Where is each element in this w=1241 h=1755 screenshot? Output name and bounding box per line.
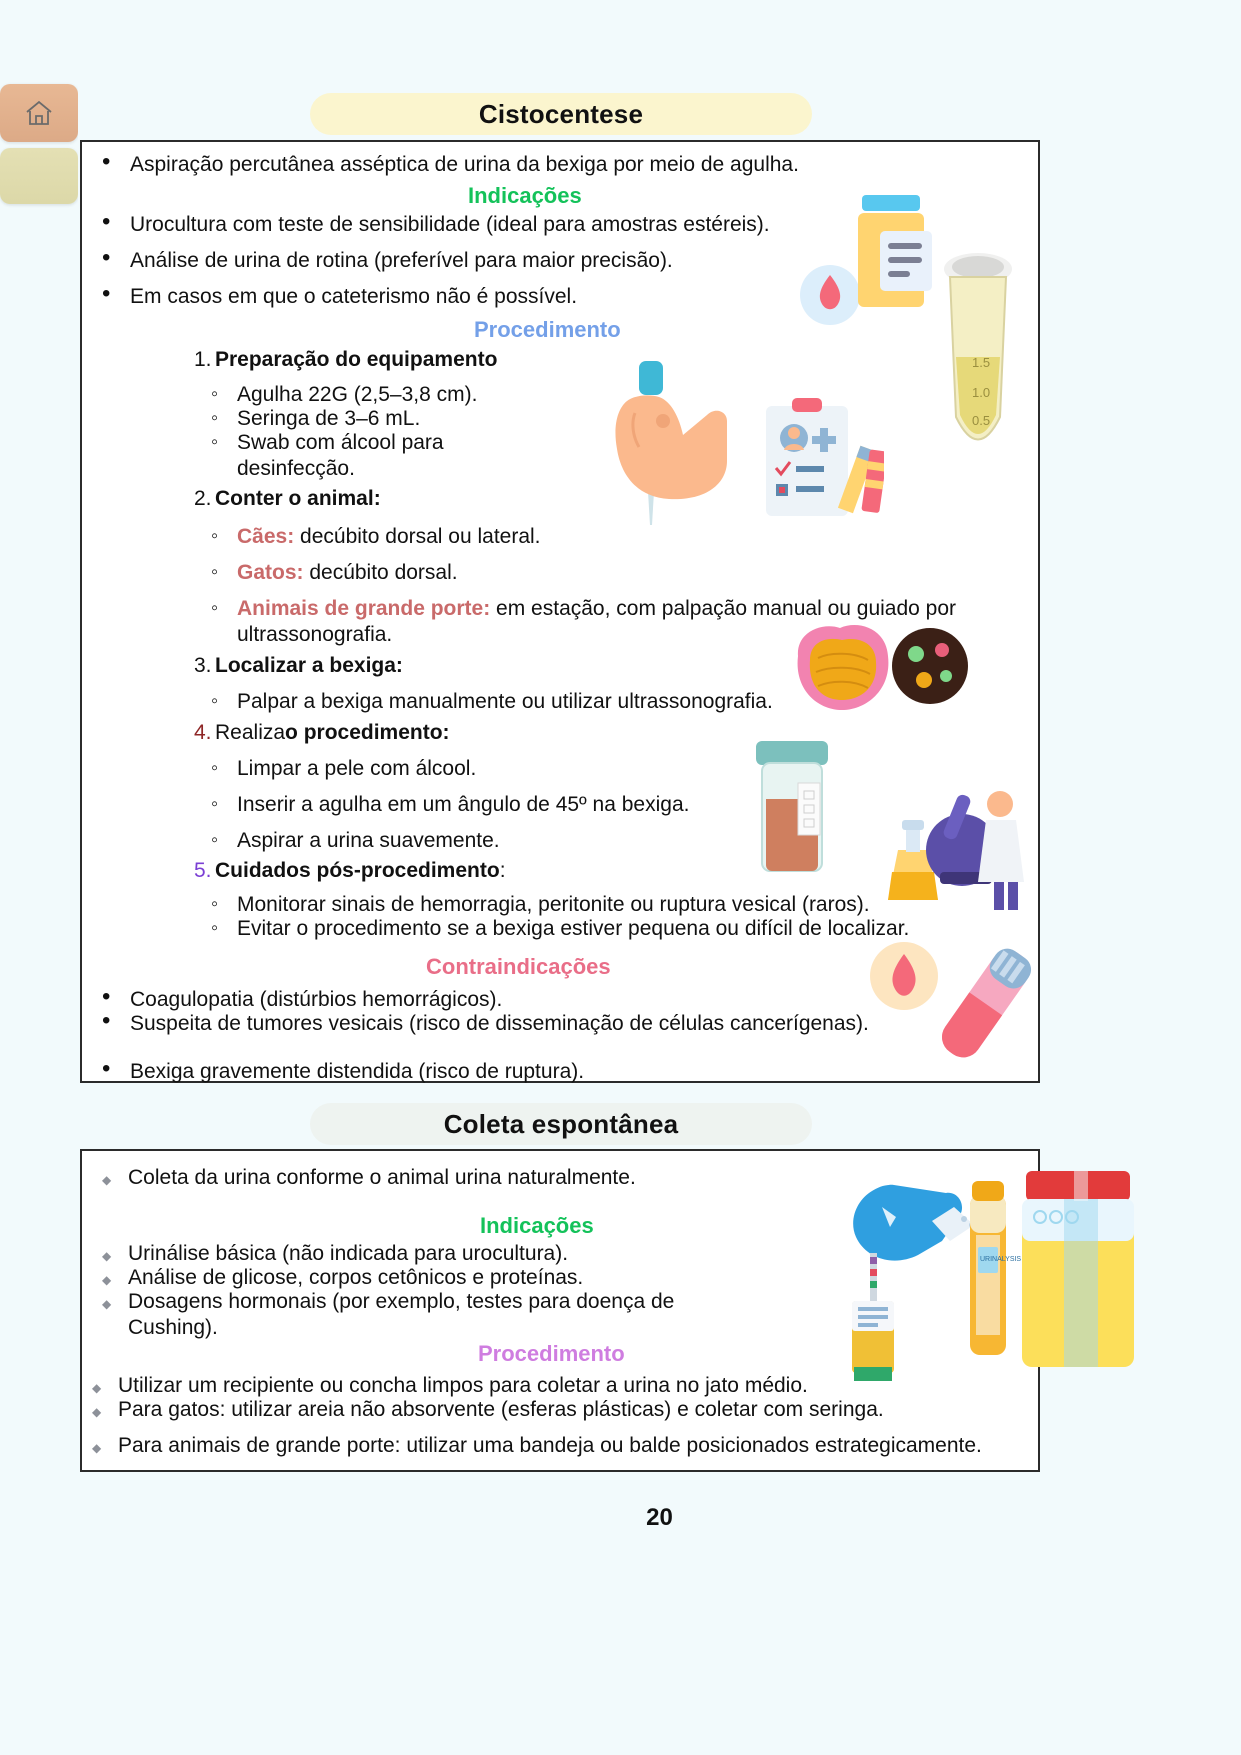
list-item: • Em casos em que o cateterismo não é possível. (130, 284, 1010, 310)
sub-item (237, 596, 982, 648)
sub-item-text: decúbito dorsal. (309, 561, 458, 584)
lead-bullet: • Aspiração percutânea asséptica de urina da bexiga por meio de agulha. (130, 152, 1010, 178)
sub-item: ◦ Monitorar sinais de hemorragia, peritonite ou ruptura vesical (raros). (237, 892, 1027, 918)
list-item: ◆ Urinálise básica (não indicada para urocultura). (128, 1241, 828, 1267)
sub-item: ◦ Inserir a agulha em um ângulo de 45º na bexiga. (237, 792, 837, 818)
step-title (215, 858, 506, 884)
svg-text:1.0: 1.0 (972, 385, 991, 400)
svg-text:0.5: 0.5 (972, 413, 991, 428)
test-tube-illustration (930, 247, 1030, 482)
section-title-coleta-espontanea (310, 1103, 812, 1145)
sub-item-label: Gatos: (237, 561, 310, 584)
home-icon (24, 99, 54, 127)
list-item: • Urocultura com teste de sensibilidade (ideal para amostras estéreis). (130, 212, 1010, 238)
sub-item: ◦ Limpar a pele com álcool. (237, 756, 837, 782)
section-title-text: Cistocentese (478, 98, 644, 129)
list-item: ◆ Para animais de grande porte: utilizar uma bandeja ou balde posicionados estrategicamente. (118, 1433, 1038, 1459)
sub-item-label: Cães: (237, 525, 301, 548)
section-title-text: Coleta espontânea (443, 1108, 679, 1139)
step-number: 1. (194, 348, 212, 371)
blank-tab[interactable] (0, 148, 78, 204)
step-title: Localizar a bexiga: (215, 654, 403, 677)
step-number: 3. (194, 654, 212, 677)
tab-strip (0, 84, 78, 210)
list-item: • Coagulopatia (distúrbios hemorrágicos). (130, 987, 1010, 1013)
sub-item: ◦ Palpar a bexiga manualmente ou utilizar ultrassonografia. (237, 689, 982, 715)
medical-clipboard-illustration (754, 392, 884, 542)
svg-text:URINALYSIS: URINALYSIS (980, 1256, 1022, 1263)
sub-item-label: Animais de grande porte: (237, 597, 497, 620)
home-tab[interactable] (0, 84, 78, 142)
heading-indicacoes: Indicações (468, 183, 582, 208)
list-item: • Análise de urina de rotina (preferível para maior precisão). (130, 248, 1010, 274)
sub-item: ◦ Agulha 22G (2,5–3,8 cm). (237, 382, 657, 408)
sub-item-text: decúbito dorsal ou lateral. (300, 525, 541, 548)
sub-item-text: em estação, com palpação manual ou guiado por ultrassonografia. (237, 597, 957, 646)
step-title: Preparação do equipamento (215, 348, 498, 371)
page-number: 20 (646, 1504, 673, 1531)
section-title-cistocentese (310, 93, 812, 135)
sub-item: ◦ Aspirar a urina suavemente. (237, 828, 837, 854)
heading-procedimento: Procedimento (474, 317, 621, 342)
list-item: • Bexiga gravemente distendida (risco de ruptura). (130, 1059, 1010, 1085)
urine-collection-jars-illustration (964, 1155, 1139, 1390)
step-title-bold: o procedimento: (285, 721, 450, 744)
step-title-prefix: Realiza (215, 721, 286, 744)
svg-text:1.5: 1.5 (972, 355, 991, 370)
step-title-bold: Cuidados pós-procedimento (215, 859, 500, 882)
list-item: ◆ Utilizar um recipiente ou concha limpos para coletar a urina no jato médio. (118, 1373, 1038, 1399)
document-sheet (78, 0, 1241, 1755)
step-number: 4. (194, 721, 212, 744)
sub-item: ◦ Swab com álcool para desinfecção. (237, 430, 537, 482)
step-number: 5. (194, 859, 212, 882)
list-item: • Suspeita de tumores vesicais (risco de disseminação de células cancerígenas). (130, 1011, 920, 1037)
sub-item (237, 560, 458, 586)
list-item: ◆ Análise de glicose, corpos cetônicos e proteínas. (128, 1265, 828, 1291)
sub-item: ◦ Seringa de 3–6 mL. (237, 406, 657, 432)
sub-item (237, 524, 541, 550)
cistocentese-card (80, 140, 1040, 1083)
step-number: 2. (194, 487, 212, 510)
heading-indicacoes: Indicações (480, 1213, 594, 1238)
step-title-suffix: : (499, 859, 506, 882)
lead-bullet: ◆ Coleta da urina conforme o animal urina naturalmente. (128, 1165, 888, 1191)
heading-contraindicacoes: Contraindicações (426, 954, 611, 979)
coleta-espontanea-card (80, 1149, 1040, 1472)
list-item: ◆ Dosagens hormonais (por exemplo, testes para doença de Cushing). (128, 1289, 728, 1341)
list-item: ◆ Para gatos: utilizar areia não absorvente (esferas plásticas) e coletar com seringa. (118, 1397, 1018, 1423)
sub-item: ◦ Evitar o procedimento se a bexiga estiver pequena ou difícil de localizar. (237, 916, 997, 942)
step-title (215, 720, 450, 746)
heading-procedimento: Procedimento (478, 1341, 625, 1366)
step-title: Conter o animal: (215, 487, 381, 510)
